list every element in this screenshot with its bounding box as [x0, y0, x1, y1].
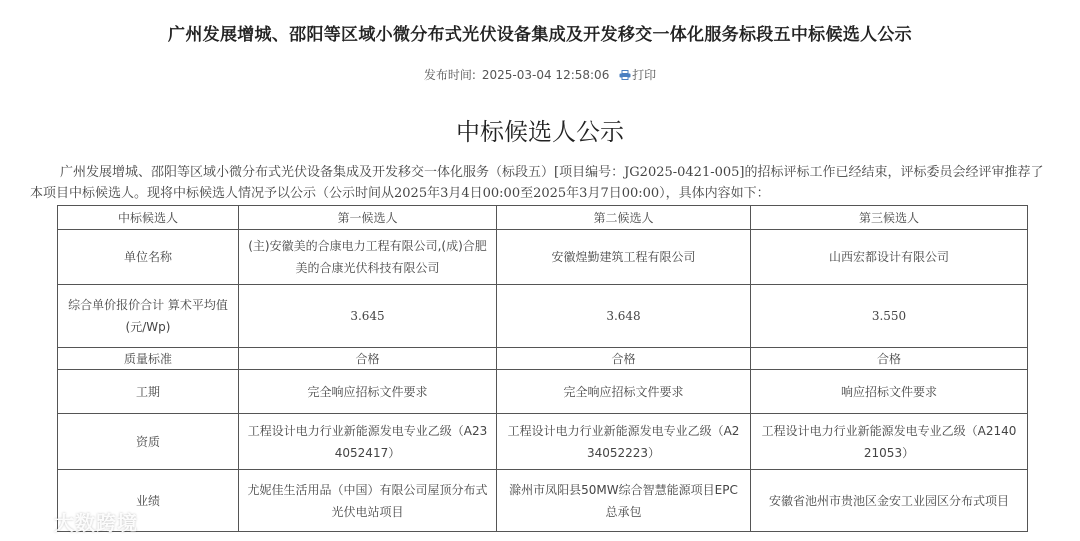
row-label: 资质 [58, 414, 239, 470]
publish-time-label: 发布时间: [423, 68, 476, 82]
table-cell: 完全响应招标文件要求 [497, 370, 751, 414]
header-cell-third: 第三候选人 [751, 206, 1028, 230]
table-cell: 完全响应招标文件要求 [239, 370, 497, 414]
table-cell: 安徽煌勤建筑工程有限公司 [497, 230, 751, 285]
row-label: 质量标准 [58, 348, 239, 370]
row-label: 工期 [58, 370, 239, 414]
row-label: 综合单价报价合计 算术平均值(元/Wp) [58, 285, 239, 348]
table-row [58, 230, 1028, 285]
table-cell: 安徽省池州市贵池区金安工业园区分布式项目 [751, 470, 1028, 532]
table-header-row [58, 206, 1028, 230]
table-cell: 合格 [751, 348, 1028, 370]
print-button[interactable] [619, 68, 656, 82]
table-cell: 山西宏都设计有限公司 [751, 230, 1028, 285]
page-title: 广州发展增城、邵阳等区域小微分布式光伏设备集成及开发移交一体化服务标段五中标候选人公示 [168, 25, 912, 45]
table-cell: 3.645 [239, 285, 497, 348]
table-cell: 响应招标文件要求 [751, 370, 1028, 414]
table-cell: 尤妮佳生活用品（中国）有限公司屋顶分布式光伏电站项目 [239, 470, 497, 532]
intro-paragraph: 广州发展增城、邵阳等区域小微分布式光伏设备集成及开发移交一体化服务（标段五）[项目编号：JG2025-0421-005]的招标评标工作已经结束，评标委员会经评审推荐了本项目中标候选人。现将中标候选人情况予以公示（公示时间从2025年3月4日00:00至2025年3月7日00:00），具体内容如下： [30, 165, 1044, 201]
printer-icon [619, 70, 631, 80]
table-cell: (主)安徽美的合康电力工程有限公司,(成)合肥美的合康光伏科技有限公司 [239, 230, 497, 285]
print-label: 打印 [632, 68, 657, 82]
watermark-text: 大数跨境 [54, 510, 138, 535]
table-cell: 工程设计电力行业新能源发电专业乙级（A234052223） [497, 414, 751, 470]
header-cell-first: 第一候选人 [239, 206, 497, 230]
table-cell: 工程设计电力行业新能源发电专业乙级（A214021053） [751, 414, 1028, 470]
publish-meta [0, 66, 1080, 83]
table-row [58, 370, 1028, 414]
candidates-table [57, 205, 1028, 532]
table-row [58, 285, 1028, 348]
document-heading: 中标候选人公示 [456, 118, 624, 146]
table-row [58, 348, 1028, 370]
row-label: 单位名称 [58, 230, 239, 285]
header-cell-second: 第二候选人 [497, 206, 751, 230]
table-row [58, 414, 1028, 470]
table-cell: 合格 [497, 348, 751, 370]
watermark [8, 504, 138, 538]
table-cell: 3.648 [497, 285, 751, 348]
chat-bubble-logo-icon [8, 506, 50, 536]
row-label: 业绩 [58, 470, 239, 532]
table-cell: 工程设计电力行业新能源发电专业乙级（A234052417） [239, 414, 497, 470]
table-cell: 滁州市凤阳县50MW综合智慧能源项目EPC总承包 [497, 470, 751, 532]
table-row [58, 470, 1028, 532]
table-cell: 合格 [239, 348, 497, 370]
table-cell: 3.550 [751, 285, 1028, 348]
publish-time-value: 2025-03-04 12:58:06 [481, 68, 610, 82]
header-cell-label: 中标候选人 [58, 206, 239, 230]
